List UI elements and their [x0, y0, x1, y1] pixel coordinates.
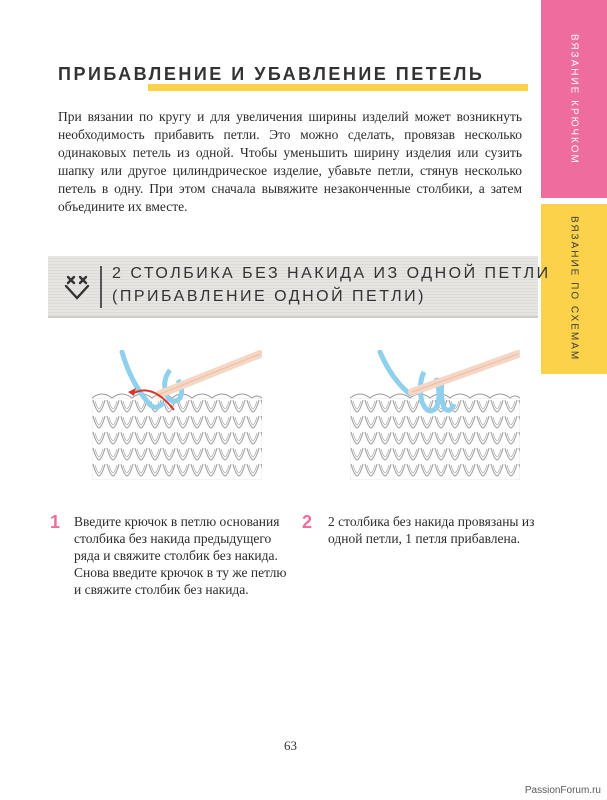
- tab-crochet-label: ВЯЗАНИЕ КРЮЧКОМ: [568, 33, 580, 165]
- title-underline: [148, 84, 528, 91]
- tab-patterns[interactable]: [541, 204, 607, 374]
- illustration-step-1: [92, 350, 262, 480]
- illustration-step-2: [350, 350, 520, 480]
- step-2-text: 2 столбика без накида провязаны из одной петли, 1 петля прибавлена.: [328, 514, 535, 546]
- step-1-number: 1: [50, 512, 61, 532]
- banner-divider: [100, 266, 102, 308]
- section-banner: [48, 256, 551, 318]
- section-title-line-1: 2 СТОЛБИКА БЕЗ НАКИДА ИЗ ОДНОЙ ПЕТЛИ: [112, 265, 551, 282]
- title-block: [48, 64, 528, 94]
- intro-paragraph: При вязании по кругу и для увеличения ширины изделий может возникнуть необходимость прибавить петли. Это можно сделать, провязав несколько одинаковых петель из одной. Чтобы уменьшить ширину изделия или сузить шапку или другое цилиндрическое изделие, убавьте петли, стянув несколько петель в одну. При этом сначала вывяжите незаконченные столбики, а затем объедините их вместе.: [58, 109, 522, 214]
- step-2-number: 2: [302, 512, 313, 532]
- tab-crochet[interactable]: [541, 0, 607, 198]
- section-title-line-2: (ПРИБАВЛЕНИЕ ОДНОЙ ПЕТЛИ): [112, 288, 426, 305]
- page-title: ПРИБАВЛЕНИЕ И УБАВЛЕНИЕ ПЕТЕЛЬ: [58, 64, 485, 84]
- step-1-text: Введите крючок в петлю основания столбика без накида предыдущего ряда и свяжите столбик без накида. Снова введите крючок в ту же петлю и свяжите столбик без накида.: [74, 514, 287, 597]
- stitch-symbol-icon: [62, 272, 92, 302]
- page-number: 63: [284, 738, 297, 753]
- watermark: PassionForum.ru: [524, 785, 601, 796]
- tab-patterns-label: ВЯЗАНИЕ ПО СХЕМАМ: [568, 216, 580, 362]
